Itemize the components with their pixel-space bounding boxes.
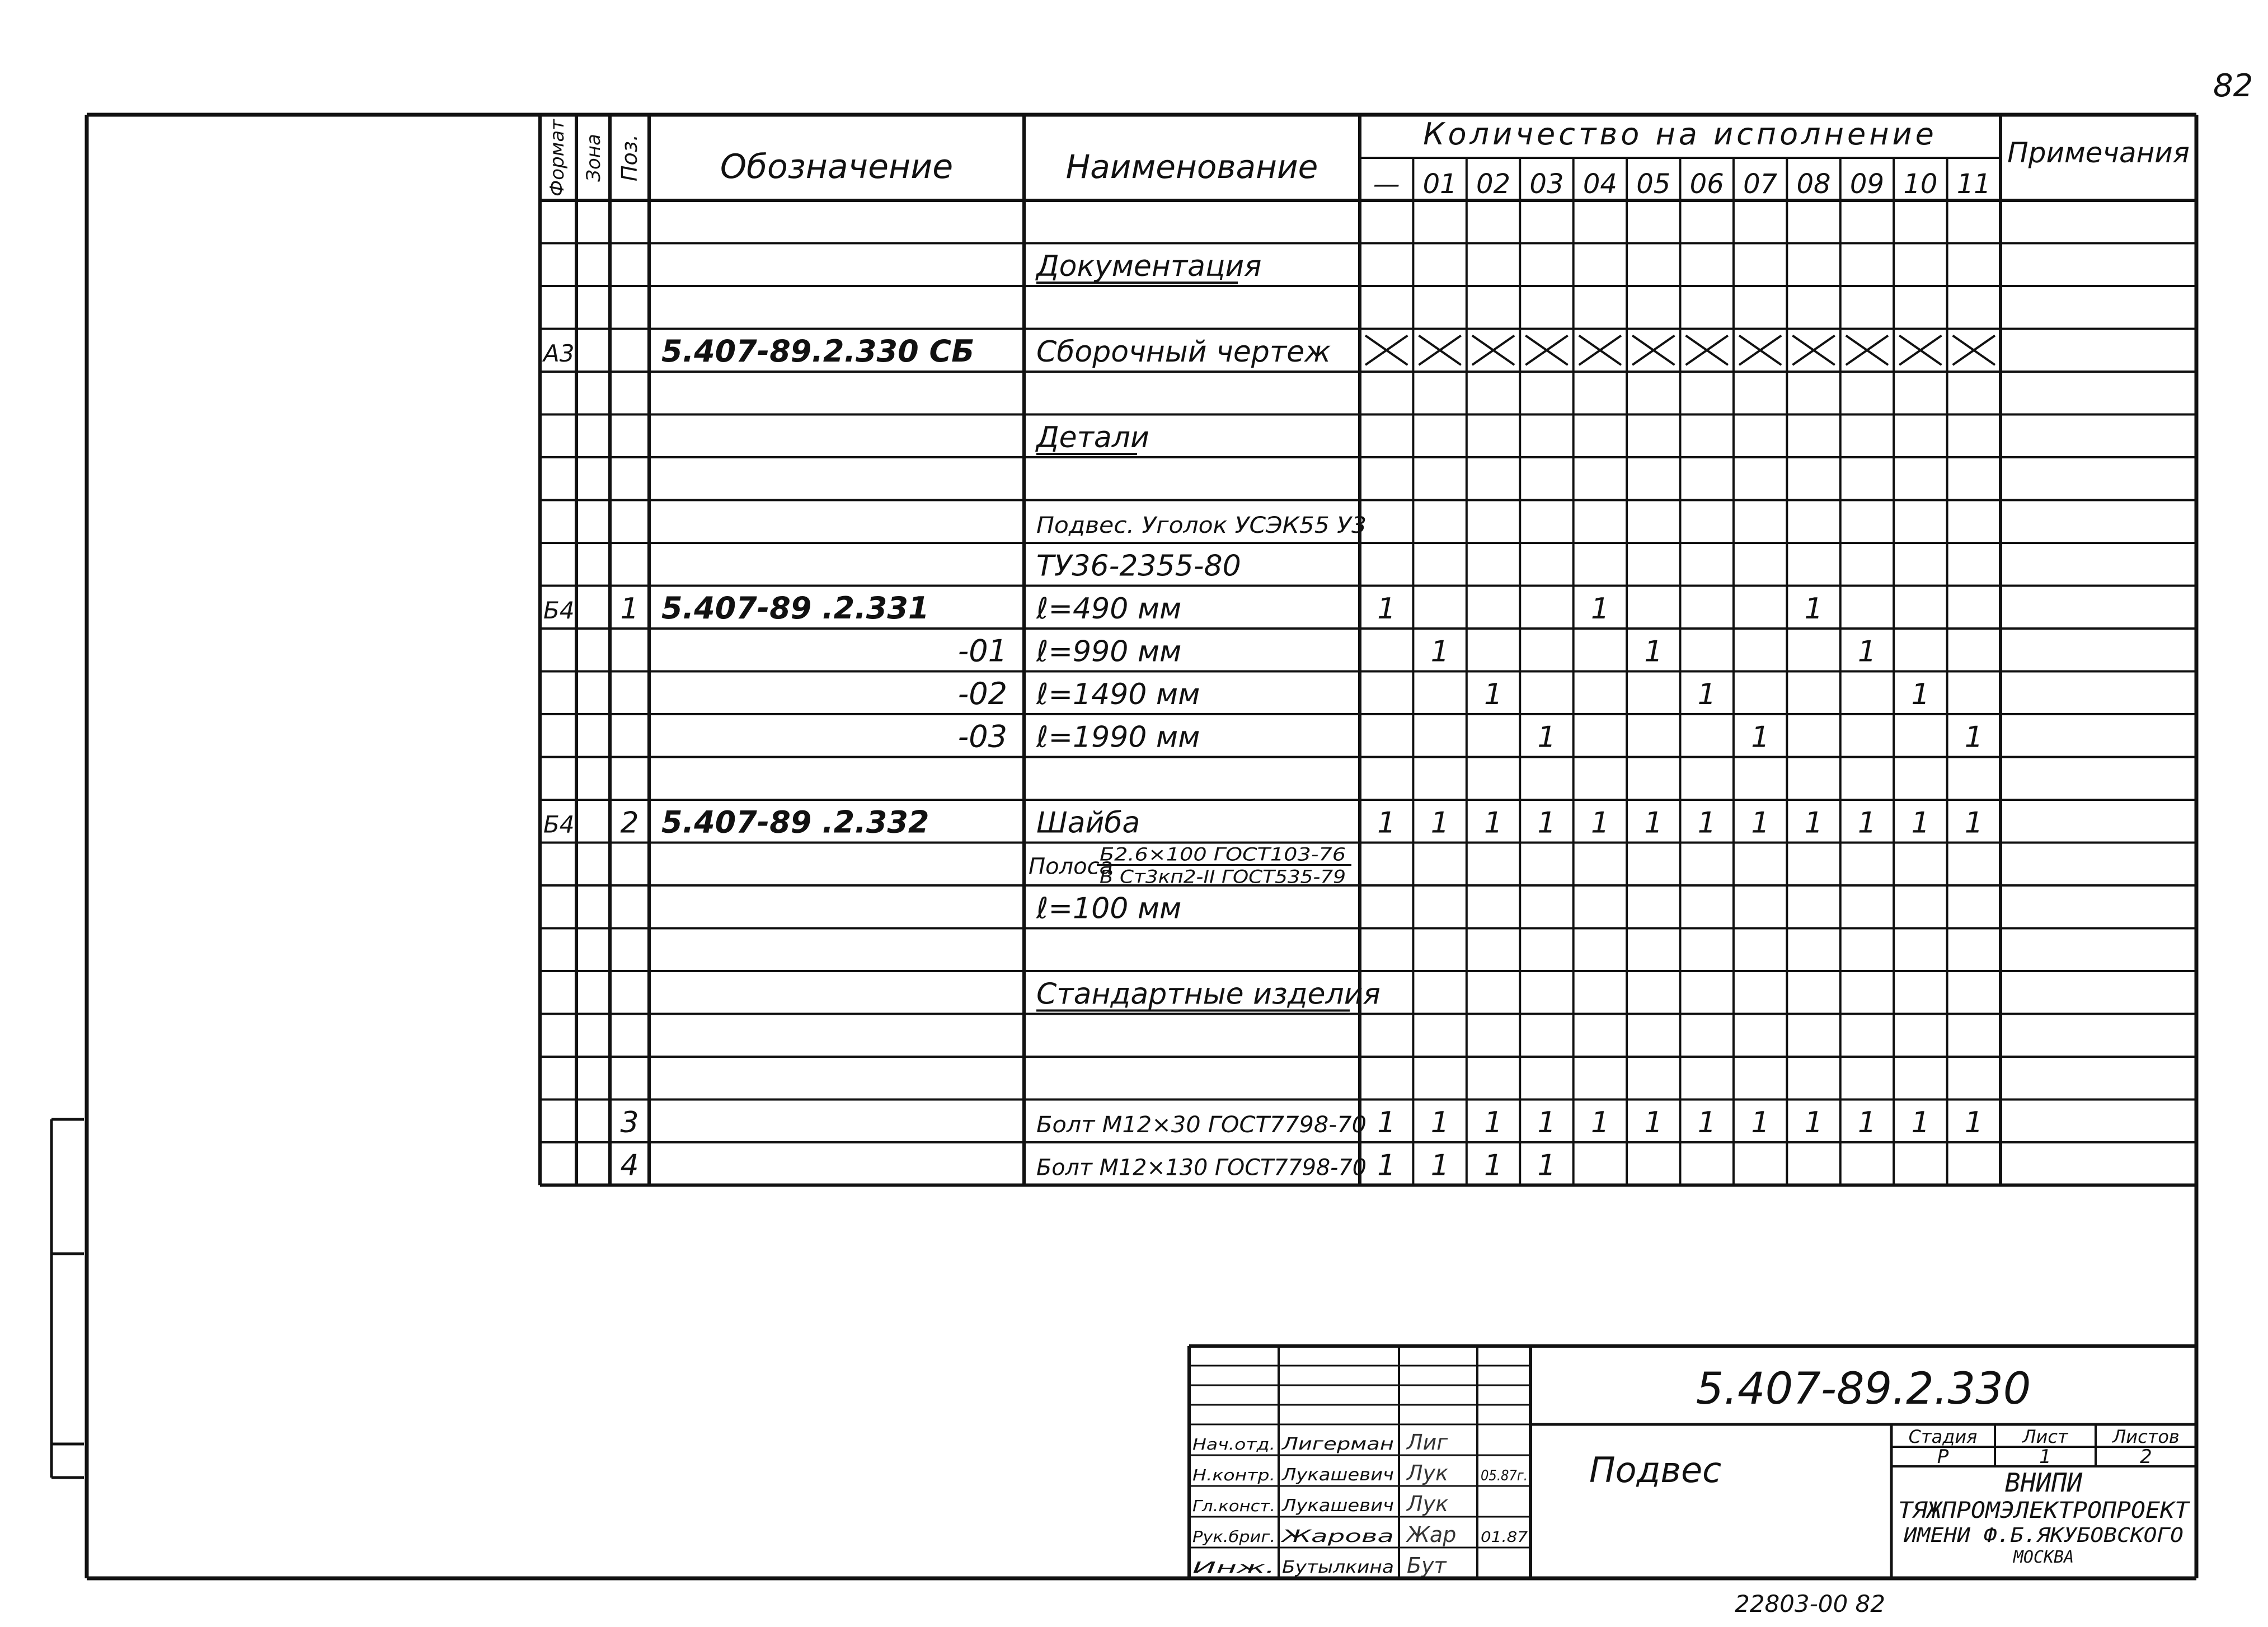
row-name: ℓ=1490 мм [1036, 678, 1200, 711]
row-pos: 1 [620, 592, 639, 626]
qty-mark: 1 [1697, 806, 1716, 840]
signer-name: Лукашевич [1281, 1496, 1394, 1516]
qty-mark: 1 [1911, 806, 1930, 840]
header-quantity: Количество на исполнение [1423, 116, 1937, 152]
signer-role: Рук.бриг. [1192, 1527, 1275, 1546]
row-format: Б4 [543, 810, 575, 838]
qty-mark: 1 [1857, 806, 1877, 840]
qty-mark: 1 [1964, 1106, 1983, 1140]
qty-mark: 1 [1430, 806, 1449, 840]
qty-mark: 1 [1430, 1148, 1449, 1183]
org-line: ВНИПИ [2004, 1467, 2083, 1498]
qty-mark: 1 [1483, 1106, 1503, 1140]
qty-mark: 1 [1644, 635, 1663, 669]
signer-signature: Лук [1407, 1492, 1449, 1516]
doc-number: 5.407-89.2.330 [1696, 1364, 2031, 1414]
row-designation-suffix: -03 [957, 719, 1007, 754]
qty-mark: 1 [1804, 592, 1823, 626]
row-name-numerator: Б2.6×100 ГОСТ103-76 [1100, 843, 1346, 865]
signer-name: Бутылкина [1282, 1558, 1394, 1577]
specification-table [540, 115, 2196, 1185]
row-name: Детали [1036, 421, 1149, 454]
org-line: ИМЕНИ Ф.Б.ЯКУБОВСКОГО [1903, 1524, 2184, 1547]
signer-date: 01.87 [1481, 1529, 1528, 1546]
row-pos: 2 [620, 806, 639, 840]
qty-mark: 1 [1483, 678, 1503, 711]
qty-mark: 1 [1911, 678, 1930, 711]
row-name: Подвес. Уголок УСЭК55 У3 [1036, 513, 1367, 538]
row-name: Документация [1036, 250, 1262, 283]
row-name: ℓ=1990 мм [1036, 720, 1200, 754]
qty-mark: 1 [1483, 1148, 1503, 1183]
row-name: Стандартные изделия [1036, 977, 1380, 1011]
row-name: Шайба [1036, 806, 1140, 840]
row-pos: 3 [620, 1106, 639, 1140]
stage-label: Стадия [1908, 1426, 1978, 1447]
signer-signature: Лук [1407, 1461, 1449, 1485]
header-designation: Обозначение [720, 147, 954, 186]
row-pos: 4 [620, 1148, 639, 1183]
qty-mark: 1 [1377, 1106, 1396, 1140]
row-designation: 5.407-89 .2.332 [661, 804, 929, 840]
org-line: МОСКВА [2013, 1548, 2074, 1567]
signer-role: Нач.отд. [1192, 1435, 1275, 1453]
sheet-value: 1 [2039, 1446, 2051, 1468]
qty-mark: 1 [1537, 806, 1556, 840]
qty-mark: 1 [1537, 1148, 1556, 1183]
row-name-denominator: В Ст3кп2-II ГОСТ535-79 [1100, 866, 1346, 888]
row-name: Болт М12×30 ГОСТ7798-70 [1036, 1112, 1367, 1138]
org-line: ТЯЖПРОМЭЛЕКТРОПРОЕКТ [1898, 1498, 2191, 1523]
qty-mark: 1 [1537, 1106, 1556, 1140]
sheets-value: 2 [2140, 1446, 2152, 1468]
qty-mark: 1 [1377, 592, 1396, 626]
row-name: ℓ=490 мм [1036, 592, 1182, 626]
qty-mark: 1 [1430, 1106, 1449, 1140]
doc-title: Подвес [1589, 1450, 1722, 1490]
header-variant: 03 [1529, 168, 1564, 200]
row-name: Болт М12×130 ГОСТ7798-70 [1036, 1155, 1367, 1181]
footer-note: 22803-00 82 [1735, 1590, 1886, 1617]
header-variant: 01 [1422, 168, 1457, 200]
qty-mark: 1 [1804, 1106, 1823, 1140]
signer-signature: Жар [1407, 1522, 1457, 1547]
header-variant: 08 [1796, 168, 1831, 200]
signer-role: Гл.конст. [1192, 1497, 1275, 1515]
header-variant: 10 [1903, 168, 1938, 200]
row-designation: 5.407-89.2.330 СБ [661, 334, 975, 369]
qty-mark: 1 [1857, 1106, 1877, 1140]
qty-mark: 1 [1483, 806, 1503, 840]
signer-role: Инж. [1192, 1558, 1275, 1577]
qty-mark: 1 [1644, 806, 1663, 840]
row-designation-suffix: -02 [957, 676, 1007, 711]
sheet-number: 82 [2213, 68, 2253, 104]
header-variant: 07 [1743, 168, 1778, 200]
row-format: А3 [543, 340, 575, 367]
title-block [1189, 1346, 2196, 1578]
stage-value: Р [1937, 1446, 1949, 1468]
sheet-label: Лист [2022, 1426, 2068, 1447]
header-variant: 09 [1849, 168, 1884, 200]
row-name-prefix: Полоса [1029, 854, 1114, 880]
qty-mark: 1 [1377, 1148, 1396, 1183]
signer-role: Н.контр. [1192, 1466, 1275, 1484]
row-name: ℓ=100 мм [1036, 892, 1182, 926]
header-format: Формат [546, 119, 569, 196]
header-variant: 11 [1956, 168, 1991, 200]
signer-signature: Бут [1407, 1553, 1447, 1578]
row-designation-suffix: -01 [957, 633, 1007, 669]
qty-mark: 1 [1590, 592, 1609, 626]
qty-mark: 1 [1377, 806, 1396, 840]
row-name: Сборочный чертеж [1036, 335, 1331, 369]
qty-mark: 1 [1430, 635, 1449, 669]
header-pos: Поз. [617, 134, 642, 182]
header-variant: 04 [1583, 168, 1617, 200]
qty-mark: 1 [1697, 1106, 1716, 1140]
header-name: Наименование [1065, 148, 1318, 186]
header-zone: Зона [583, 134, 605, 182]
signer-date: 05.87г. [1481, 1467, 1528, 1484]
header-variant: 06 [1689, 168, 1724, 200]
row-format: Б4 [543, 597, 575, 624]
header-notes: Примечания [2007, 137, 2190, 169]
signer-signature: Лиг [1407, 1430, 1448, 1455]
signer-name: Жарова [1280, 1527, 1394, 1546]
qty-mark: 1 [1537, 720, 1556, 754]
row-name: ТУ36-2355-80 [1036, 549, 1241, 583]
qty-mark: 1 [1751, 1106, 1770, 1140]
signer-name: Лукашевич [1281, 1465, 1394, 1485]
row-name: ℓ=990 мм [1036, 635, 1182, 669]
signer-name: Лигерман [1281, 1434, 1394, 1454]
header-variant: 02 [1476, 168, 1511, 200]
qty-mark: 1 [1751, 720, 1770, 754]
qty-mark: 1 [1644, 1106, 1663, 1140]
qty-mark: 1 [1697, 678, 1716, 711]
qty-mark: 1 [1751, 806, 1770, 840]
qty-mark: 1 [1804, 806, 1823, 840]
qty-mark: 1 [1964, 806, 1983, 840]
row-designation: 5.407-89 .2.331 [661, 590, 929, 626]
qty-mark: 1 [1911, 1106, 1930, 1140]
header-variant: 05 [1636, 168, 1671, 200]
qty-mark: 1 [1590, 806, 1609, 840]
header-variant: — [1373, 168, 1400, 200]
qty-mark: 1 [1857, 635, 1877, 669]
sheets-label: Листов [2112, 1426, 2180, 1447]
qty-mark: 1 [1964, 720, 1983, 754]
qty-mark: 1 [1590, 1106, 1609, 1140]
